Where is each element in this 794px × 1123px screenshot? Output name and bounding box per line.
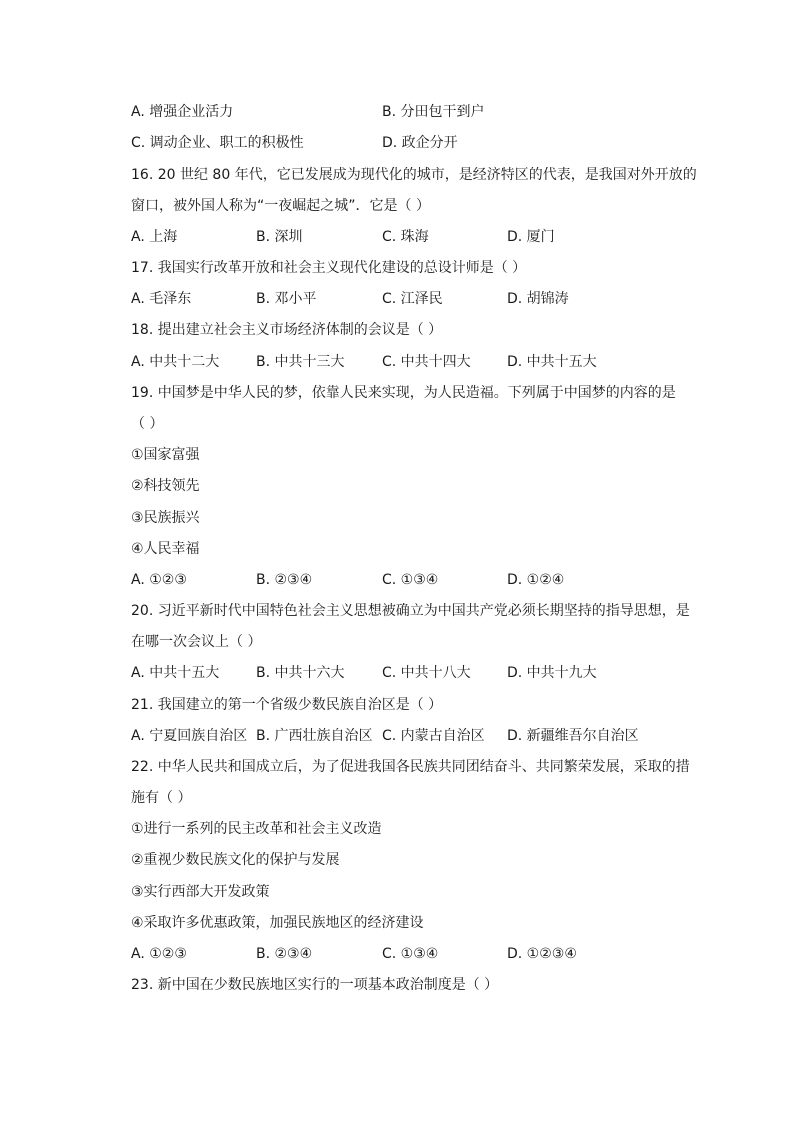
q18-option-a[interactable]: A. 中共十二大 (131, 354, 220, 370)
q18-option-c[interactable]: C. 中共十四大 (382, 354, 471, 370)
q16-options (131, 226, 694, 248)
q15-option-d[interactable]: D. 政企分开 (382, 135, 458, 151)
q21-option-d[interactable]: D. 新疆维吾尔自治区 (507, 728, 639, 744)
q18-option-d[interactable]: D. 中共十五大 (507, 354, 597, 370)
q20-option-b[interactable]: B. 中共十六大 (256, 665, 345, 681)
q18-options (131, 351, 694, 373)
q21-options (131, 725, 694, 747)
q17-option-a[interactable]: A. 毛泽东 (131, 291, 192, 307)
q16-option-a[interactable]: A. 上海 (131, 229, 178, 245)
q16-option-b[interactable]: B. 深圳 (256, 229, 303, 245)
q19-options (131, 569, 694, 591)
q17-options (131, 288, 694, 310)
q22-item-2: ②重视少数民族文化的保护与发展 (131, 852, 340, 868)
q21-option-b[interactable]: B. 广西壮族自治区 (256, 728, 373, 744)
q19-option-a[interactable]: A. ①②③ (131, 572, 187, 588)
q15-options-row-1 (131, 101, 694, 123)
q19-stem-line-2: （ ） (131, 416, 164, 432)
q19-option-c[interactable]: C. ①③④ (382, 572, 439, 588)
q19-item-2: ②科技领先 (131, 478, 200, 494)
q15-option-c[interactable]: C. 调动企业、职工的积极性 (131, 135, 304, 151)
q17-option-d[interactable]: D. 胡锦涛 (507, 291, 569, 307)
q16-option-d[interactable]: D. 厦门 (507, 229, 555, 245)
q23-stem: 23. 新中国在少数民族地区实行的一项基本政治制度是（ ） (131, 977, 499, 993)
q17-stem: 17. 我国实行改革开放和社会主义现代化建设的总设计师是（ ） (131, 260, 527, 276)
q20-option-d[interactable]: D. 中共十九大 (507, 665, 597, 681)
q20-stem-line-1: 20. 习近平新时代中国特色社会主义思想被确立为中国共产党必须长期坚持的指导思想，是 (131, 603, 690, 619)
q21-stem: 21. 我国建立的第一个省级少数民族自治区是（ ） (131, 697, 443, 713)
q22-option-c[interactable]: C. ①③④ (382, 946, 439, 962)
q22-stem-line-2: 施有（ ） (131, 790, 192, 806)
q20-option-a[interactable]: A. 中共十五大 (131, 665, 220, 681)
q21-option-c[interactable]: C. 内蒙古自治区 (382, 728, 485, 744)
q22-option-b[interactable]: B. ②③④ (256, 946, 313, 962)
q21-option-a[interactable]: A. 宁夏回族自治区 (131, 728, 248, 744)
q22-item-4: ④采取许多优惠政策，加强民族地区的经济建设 (131, 915, 424, 931)
q22-stem-line-1: 22. 中华人民共和国成立后，为了促进我国各民族共同团结奋斗、共同繁荣发展，采取的措 (131, 759, 690, 775)
q22-item-1: ①进行一系列的民主改革和社会主义改造 (131, 821, 382, 837)
q20-option-c[interactable]: C. 中共十八大 (382, 665, 471, 681)
q19-stem-line-1: 19. 中国梦是中华人民的梦，依靠人民来实现，为人民造福。下列属于中国梦的内容的是 (131, 385, 676, 401)
q19-option-b[interactable]: B. ②③④ (256, 572, 313, 588)
q19-option-d[interactable]: D. ①②④ (507, 572, 565, 588)
q22-option-d[interactable]: D. ①②③④ (507, 946, 577, 962)
q19-item-4: ④人民幸福 (131, 541, 200, 557)
q22-item-3: ③实行西部大开发政策 (131, 884, 270, 900)
q15-option-b[interactable]: B. 分田包干到户 (382, 104, 485, 120)
q18-stem: 18. 提出建立社会主义市场经济体制的会议是（ ） (131, 322, 443, 338)
q22-option-a[interactable]: A. ①②③ (131, 946, 187, 962)
q19-item-1: ①国家富强 (131, 447, 200, 463)
q15-option-a[interactable]: A. 增强企业活力 (131, 104, 234, 120)
q22-options (131, 943, 694, 965)
q20-stem-line-2: 在哪一次会议上（ ） (131, 634, 262, 650)
q16-stem-line-1: 16. 20 世纪 80 年代，它已发展成为现代化的城市，是经济特区的代表，是我国对外开放的 (131, 167, 697, 183)
q18-option-b[interactable]: B. 中共十三大 (256, 354, 345, 370)
q17-option-c[interactable]: C. 江泽民 (382, 291, 443, 307)
q16-option-c[interactable]: C. 珠海 (382, 229, 429, 245)
q19-item-3: ③民族振兴 (131, 510, 200, 526)
q15-options-row-2 (131, 132, 694, 154)
q17-option-b[interactable]: B. 邓小平 (256, 291, 317, 307)
q16-stem-line-2: 窗口，被外国人称为“一夜崛起之城”．它是（ ） (131, 198, 430, 214)
q20-options (131, 662, 694, 684)
